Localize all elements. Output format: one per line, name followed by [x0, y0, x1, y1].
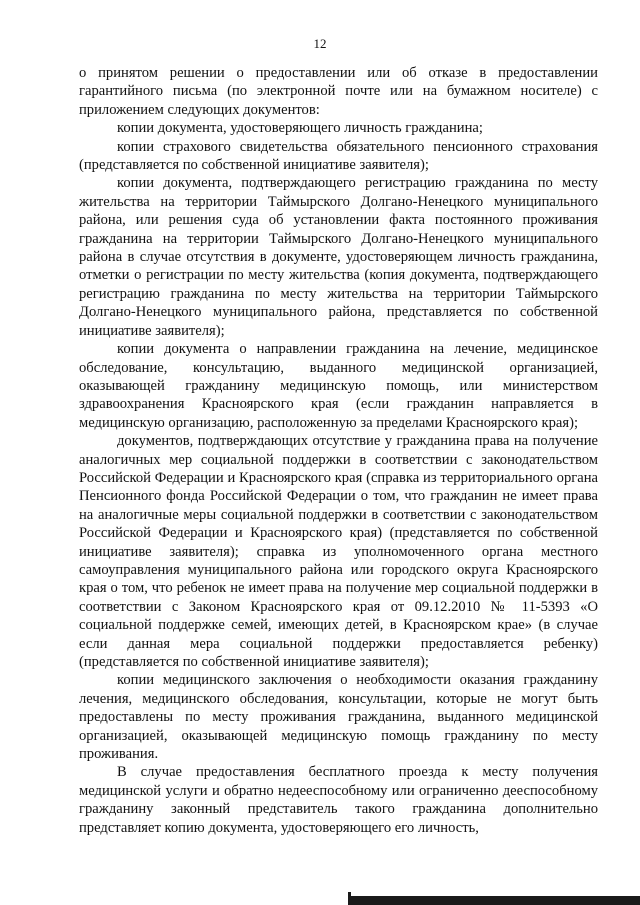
document-body [79, 64, 598, 837]
list-item-identity-document: копии документа, удостоверяющего личность гражданина; [117, 120, 483, 137]
list-item-treatment-referral: копии документа о направлении гражданина на лечение, медицинское обследование, консультацию, выданного медицинской организацией, оказывающей гражданину медицинскую помощь, или министерством здравоохранения Красноярского края (если гражданин направляется в медицинскую организацию, расположенную за пределами Красноярского края); [79, 341, 598, 431]
list-item-registration-document: копии документа, подтверждающего регистрацию гражданина по месту жительства на территории Таймырского Долгано-Ненецкого муниципального района, или решения суда об установлении факта постоянного проживания гражданина на территории Таймырского Долгано-Ненецкого муниципального района в случае отсутствия в документе, удостоверяющем личность гражданина, отметки о регистрации по месту жительства (копия документа, подтверждающего регистрацию гражданина по месту жительства на территории Таймырского Долгано-Ненецкого муниципального района, представляется по собственной инициативе заявителя); [79, 175, 598, 339]
list-item-pension-certificate: копии страхового свидетельства обязательного пенсионного страхования (представляется по собственной инициативе заявителя); [79, 138, 598, 174]
list-item-no-benefits-documents: документов, подтверждающих отсутствие у гражданина права на получение аналогичных мер социальной поддержки в соответствии с законодательством Российской Федерации и Красноярского края (справка из территориального органа Пенсионного фонда Российской Федерации о том, что гражданин не имеет права на аналогичные меры социальной поддержки в соответствии с законодательством Российской Федерации и Красноярского края) (представляется по собственной инициативе заявителя); справка из уполномоченного органа местного самоуправления муниципального района или городского округа Красноярского края о том, что ребенок не имеет права на получение мер социальной поддержки в соответствии с Законом Красноярского края от 09.12.2010 № 11-5393 «О социальной поддержке семей, имеющих детей, в Красноярском крае» (в случае если данная мера социальной поддержки предоставляется ребенку) (представляется по собственной инициативе заявителя); [79, 433, 598, 670]
scan-edge-mark [348, 896, 640, 905]
list-item-medical-conclusion: копии медицинского заключения о необходимости оказания гражданину лечения, медицинского обследования, консультации, которые не могут быть предоставлены по месту проживания гражданина, выданного медицинской организацией, оказывающей медицинскую помощь гражданину по месту проживания. [79, 672, 598, 763]
page-number: 12 [313, 36, 327, 51]
paragraph-legal-representative: В случае предоставления бесплатного проезда к месту получения медицинской услуги и обратно недееспособному или ограниченно дееспособному гражданину законный представитель такого гражданина дополнительно представляет копию документа, удостоверяющего его личность, [79, 764, 598, 836]
paragraph-intro: о принятом решении о предоставлении или об отказе в предоставлении гарантийного письма (по электронной почте или на бумажном носителе) с приложением следующих документов: [79, 65, 598, 118]
